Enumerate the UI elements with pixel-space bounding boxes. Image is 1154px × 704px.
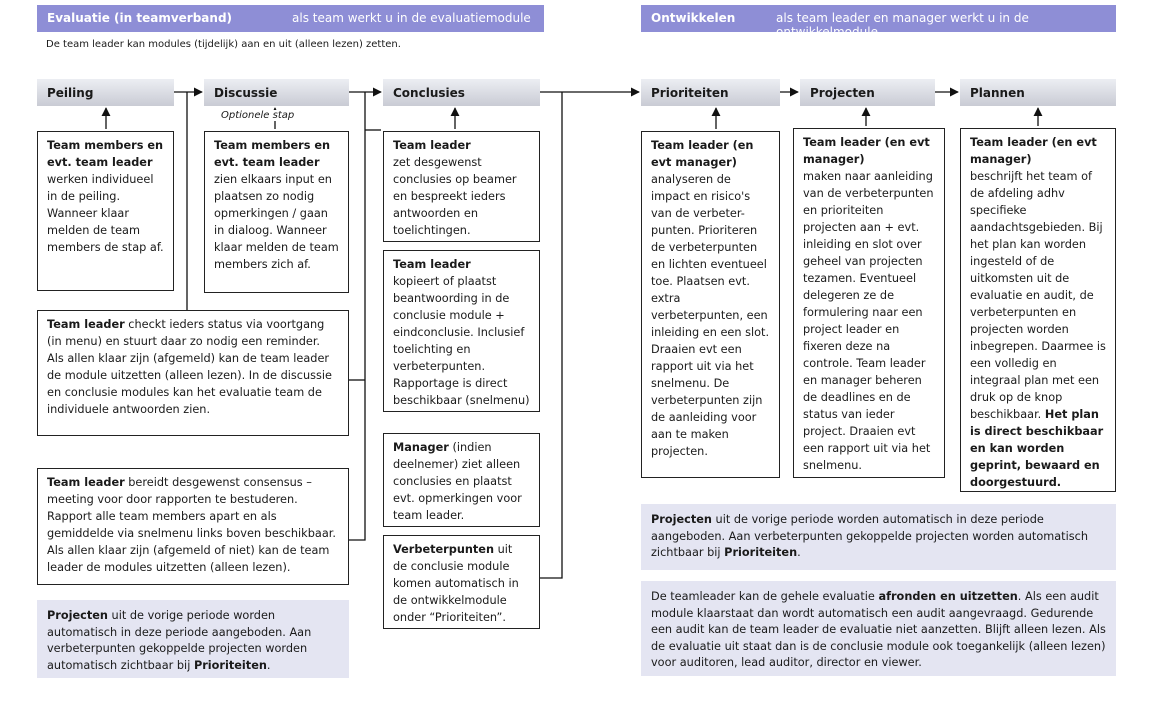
ontwikkelen-header bbox=[641, 5, 1116, 39]
box-conclusies-2-bold: Team leader bbox=[393, 258, 471, 271]
box-plannen-text: beschrijft het team of de afdeling adhv specifieke aandachtsgebieden. Bij het plan kan worden ingesteld of de uitkomsten uit de evaluatie en audit, de verbeterpunten en projecten worden inbegrepen. Daarmee is een volledig en integraal plan met een druk op de knop beschikbaar. bbox=[970, 170, 1106, 421]
optional-italic: Optionele bbox=[221, 110, 270, 121]
step-projecten: Projecten bbox=[800, 79, 935, 106]
note-right-1 bbox=[641, 504, 1116, 570]
box-projecten-text: maken naar aanleiding van de verbeterpunten en prioriteiten projecten aan + evt. inleiding en slot over geheel van projecten tezamen. Eventueel delegeren ze de formulering naar een project leader en fixeren deze na controle. Team leader en manager beheren de deadlines en de status van ieder project. Draaien evt een rapport uit via het snelmenu. bbox=[803, 170, 934, 472]
box-projecten bbox=[793, 128, 945, 478]
evaluatie-header bbox=[37, 5, 544, 32]
box-peiling-bold: Team members en evt. team leader bbox=[47, 139, 164, 169]
optional-step-label bbox=[219, 110, 296, 121]
note-right2-t1: De teamleader kan de gehele evaluatie bbox=[651, 590, 875, 603]
box-plannen-bold: Team leader (en evt manager) bbox=[970, 136, 1097, 166]
box-conclusies-2 bbox=[383, 250, 540, 412]
box-discussie-bold: Team members en evt. team leader bbox=[214, 139, 331, 169]
note-left-t1: uit de vorige periode worden automatisch in deze periode aangeboden. Aan verbeterpunten gekoppelde projecten worden automatisch zichtbaar bij bbox=[47, 609, 312, 672]
box-conclusies-1-bold: Team leader bbox=[393, 139, 471, 152]
box-status-bold: Team leader bbox=[47, 318, 125, 331]
box-conclusies-2-text: kopieert of plaatst beantwoording in de conclusie module + eindconclusie. Inclusief toelichting en verbeterpunten. Rapportage is direct beschikbaar (snelmenu) bbox=[393, 275, 530, 407]
box-verbeterpunten bbox=[383, 535, 540, 629]
box-projecten-bold: Team leader (en evt manager) bbox=[803, 136, 930, 166]
box-status bbox=[37, 310, 349, 436]
optional-rest: stap bbox=[272, 110, 295, 121]
evaluatie-intro: De team leader kan modules (tijdelijk) aan en uit (alleen lezen) zetten. bbox=[46, 39, 401, 50]
step-plannen: Plannen bbox=[960, 79, 1116, 106]
note-right2-t2: . Als een audit module klaarstaat dan wordt automatisch een audit aangevraagd. Gedurende een audit kan de team leader de evaluatie niet aanzetten. Blijft alleen lezen. Als de evaluatie uit staat dan is de conclusie module ook toegankelijk (alleen lezen) voor auditoren, lead auditor, director en viewer. bbox=[651, 590, 1106, 669]
note-right-2 bbox=[641, 581, 1116, 676]
line-discussie-conclusies-bus bbox=[349, 92, 365, 540]
step-peiling: Peiling bbox=[37, 79, 174, 106]
note-right1-b2: Prioriteiten bbox=[724, 546, 798, 559]
evaluatie-title: Evaluatie (in teamverband) bbox=[47, 11, 233, 25]
note-right1-t2: . bbox=[797, 546, 801, 559]
note-right1-b1: Projecten bbox=[651, 513, 712, 526]
note-left-b1: Projecten bbox=[47, 609, 108, 622]
box-prioriteiten-bold: Team leader (en evt manager) bbox=[651, 139, 754, 169]
box-manager-bold: Manager bbox=[393, 441, 449, 454]
line-verbeterpunten-flow bbox=[540, 92, 562, 578]
ontwikkelen-title: Ontwikkelen bbox=[651, 11, 736, 25]
box-conclusies-1-text: zet desgewenst conclusies op beamer en bespreekt ieders antwoorden en toelichtingen. bbox=[393, 156, 517, 237]
box-manager-text: (indien deelnemer) ziet alleen conclusies en plaatst evt. opmerkingen voor team leader. bbox=[393, 441, 522, 522]
box-consensus bbox=[37, 468, 349, 585]
note-left-t2: . bbox=[266, 658, 271, 672]
note-right1-t1: uit de vorige periode worden automatisch in deze periode aangeboden. Aan verbeterpunten gekoppelde projecten worden automatisch zichtbaar bij bbox=[651, 513, 1088, 559]
note-left bbox=[37, 600, 349, 678]
box-peiling-text: werken individueel in de peiling. Wanneer klaar melden de team members de stap af. bbox=[47, 173, 164, 254]
box-peiling bbox=[37, 131, 174, 291]
evaluatie-subtitle: als team werkt u in de evaluatiemodule bbox=[292, 11, 531, 25]
step-prioriteiten: Prioriteiten bbox=[641, 79, 780, 106]
box-verbeterpunten-text: uit de conclusie module komen automatisch in de ontwikkelmodule onder “Prioriteiten”. bbox=[393, 543, 519, 624]
step-discussie: Discussie bbox=[204, 79, 349, 106]
box-discussie bbox=[204, 131, 349, 293]
note-right2-b1: afronden en uitzetten bbox=[878, 590, 1018, 603]
box-discussie-text: zien elkaars input en plaatsen zo nodig opmerkingen / gaan in dialoog. Wanneer klaar melden de team members zich af. bbox=[214, 173, 339, 271]
box-prioriteiten bbox=[641, 131, 780, 478]
box-prioriteiten-text: analyseren de impact en risico's van de verbeter-punten. Prioriteren de verbeterpunten en lichten eventueel toe. Plaatsen evt. extra verbeterpunten, een inleiding en een slot. Draaien evt een rapport uit via het snelmenu. De verbeterpunten zijn de aanleiding voor aan te maken projecten. bbox=[651, 173, 770, 458]
ontwikkelen-subtitle: als team leader en manager werkt u in de ontwikkelmodule bbox=[776, 11, 1029, 39]
box-consensus-bold: Team leader bbox=[47, 476, 125, 489]
box-verbeterpunten-bold: Verbeterpunten bbox=[393, 543, 495, 556]
box-status-text: checkt ieders status via voortgang (in menu) en stuurt daar zo nodig een reminder. Als allen klaar zijn (afgemeld) kan de team leader de module uitzetten (alleen lezen). In de discussie en conclusie modules kan het evaluatie team de individuele antwoorden zien. bbox=[47, 318, 333, 416]
box-manager bbox=[383, 433, 540, 527]
box-consensus-text: bereidt desgewenst consensus – meeting voor door rapporten te bestuderen. Rapport alle team members apart en als gemiddelde via snelmenu links boven beschikbaar. Als allen klaar zijn (afgemeld of niet) kan de team leader de modules uitzetten (alleen lezen). bbox=[47, 476, 336, 574]
note-left-b2: Prioriteiten bbox=[193, 658, 267, 672]
step-conclusies: Conclusies bbox=[383, 79, 540, 106]
box-conclusies-1 bbox=[383, 131, 540, 242]
box-plannen bbox=[960, 128, 1116, 492]
box-plannen-bold-end: Het plan is direct beschikbaar en kan worden geprint, bewaard en doorgestuurd. bbox=[970, 408, 1104, 489]
